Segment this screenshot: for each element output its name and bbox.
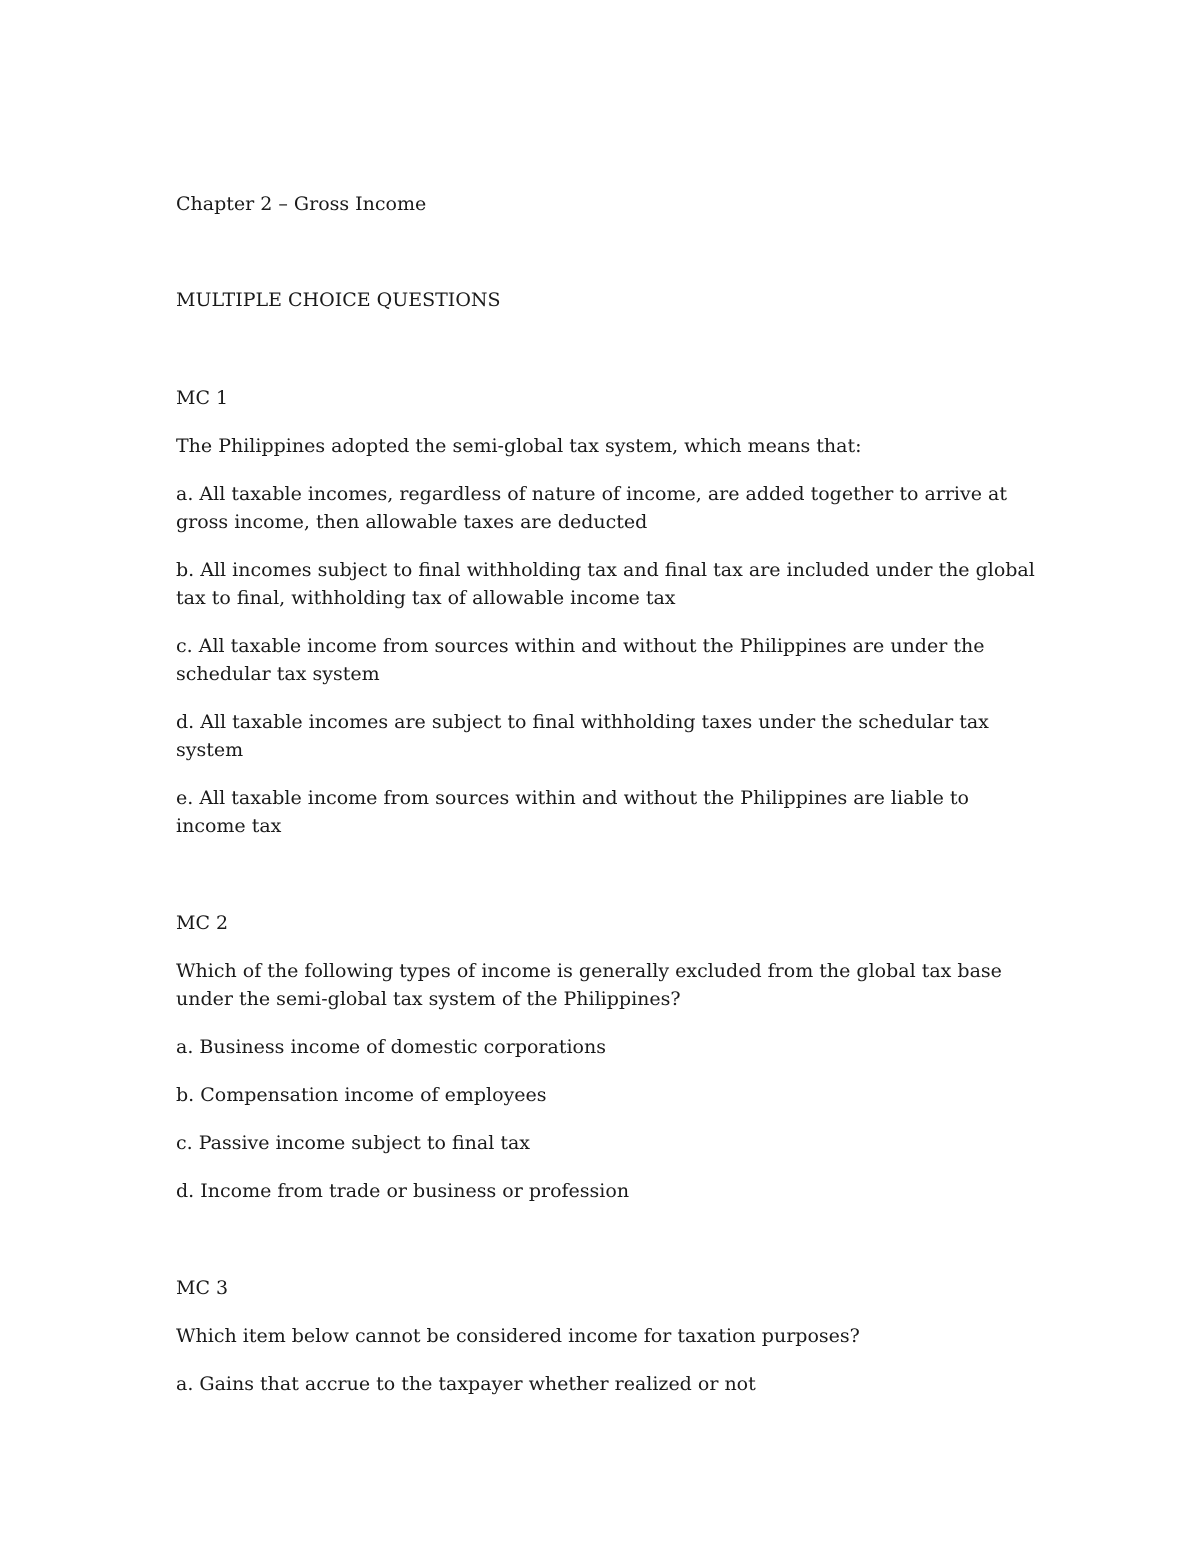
answer-options — [176, 1033, 1036, 1205]
answer-option-b: b. All incomes subject to final withholding tax and final tax are included under the global tax to final, withholding tax of allowable income tax — [176, 559, 1035, 609]
question-stem: The Philippines adopted the semi-global tax system, which means that: — [176, 435, 862, 457]
answer-option-d: d. Income from trade or business or profession — [176, 1180, 630, 1202]
question-mc1 — [176, 384, 1036, 840]
question-label: MC 1 — [176, 387, 229, 409]
question-stem: Which of the following types of income is generally excluded from the global tax base under the semi-global tax system of the Philippines? — [176, 960, 1002, 1010]
answer-option-d: d. All taxable incomes are subject to final withholding taxes under the schedular tax system — [176, 711, 989, 761]
question-label: MC 2 — [176, 912, 229, 934]
answer-option-a: a. Business income of domestic corporations — [176, 1036, 606, 1058]
question-stem: Which item below cannot be considered income for taxation purposes? — [176, 1325, 860, 1347]
answer-option-c: c. All taxable income from sources within and without the Philippines are under the schedular tax system — [176, 635, 985, 685]
question-mc3 — [176, 1274, 1036, 1398]
answer-option-c: c. Passive income subject to final tax — [176, 1132, 531, 1154]
question-mc2 — [176, 909, 1036, 1205]
section-heading: MULTIPLE CHOICE QUESTIONS — [176, 289, 501, 311]
answer-option-a: a. All taxable incomes, regardless of nature of income, are added together to arrive at gross income, then allowable taxes are deducted — [176, 483, 1007, 533]
chapter-title: Chapter 2 – Gross Income — [176, 193, 427, 215]
question-label: MC 3 — [176, 1277, 229, 1299]
answer-option-e: e. All taxable income from sources within and without the Philippines are liable to income tax — [176, 787, 969, 837]
document-body — [176, 190, 1036, 1398]
answer-options — [176, 1370, 1036, 1398]
answer-option-b: b. Compensation income of employees — [176, 1084, 547, 1106]
answer-option-a: a. Gains that accrue to the taxpayer whether realized or not — [176, 1373, 756, 1395]
answer-options — [176, 480, 1036, 840]
